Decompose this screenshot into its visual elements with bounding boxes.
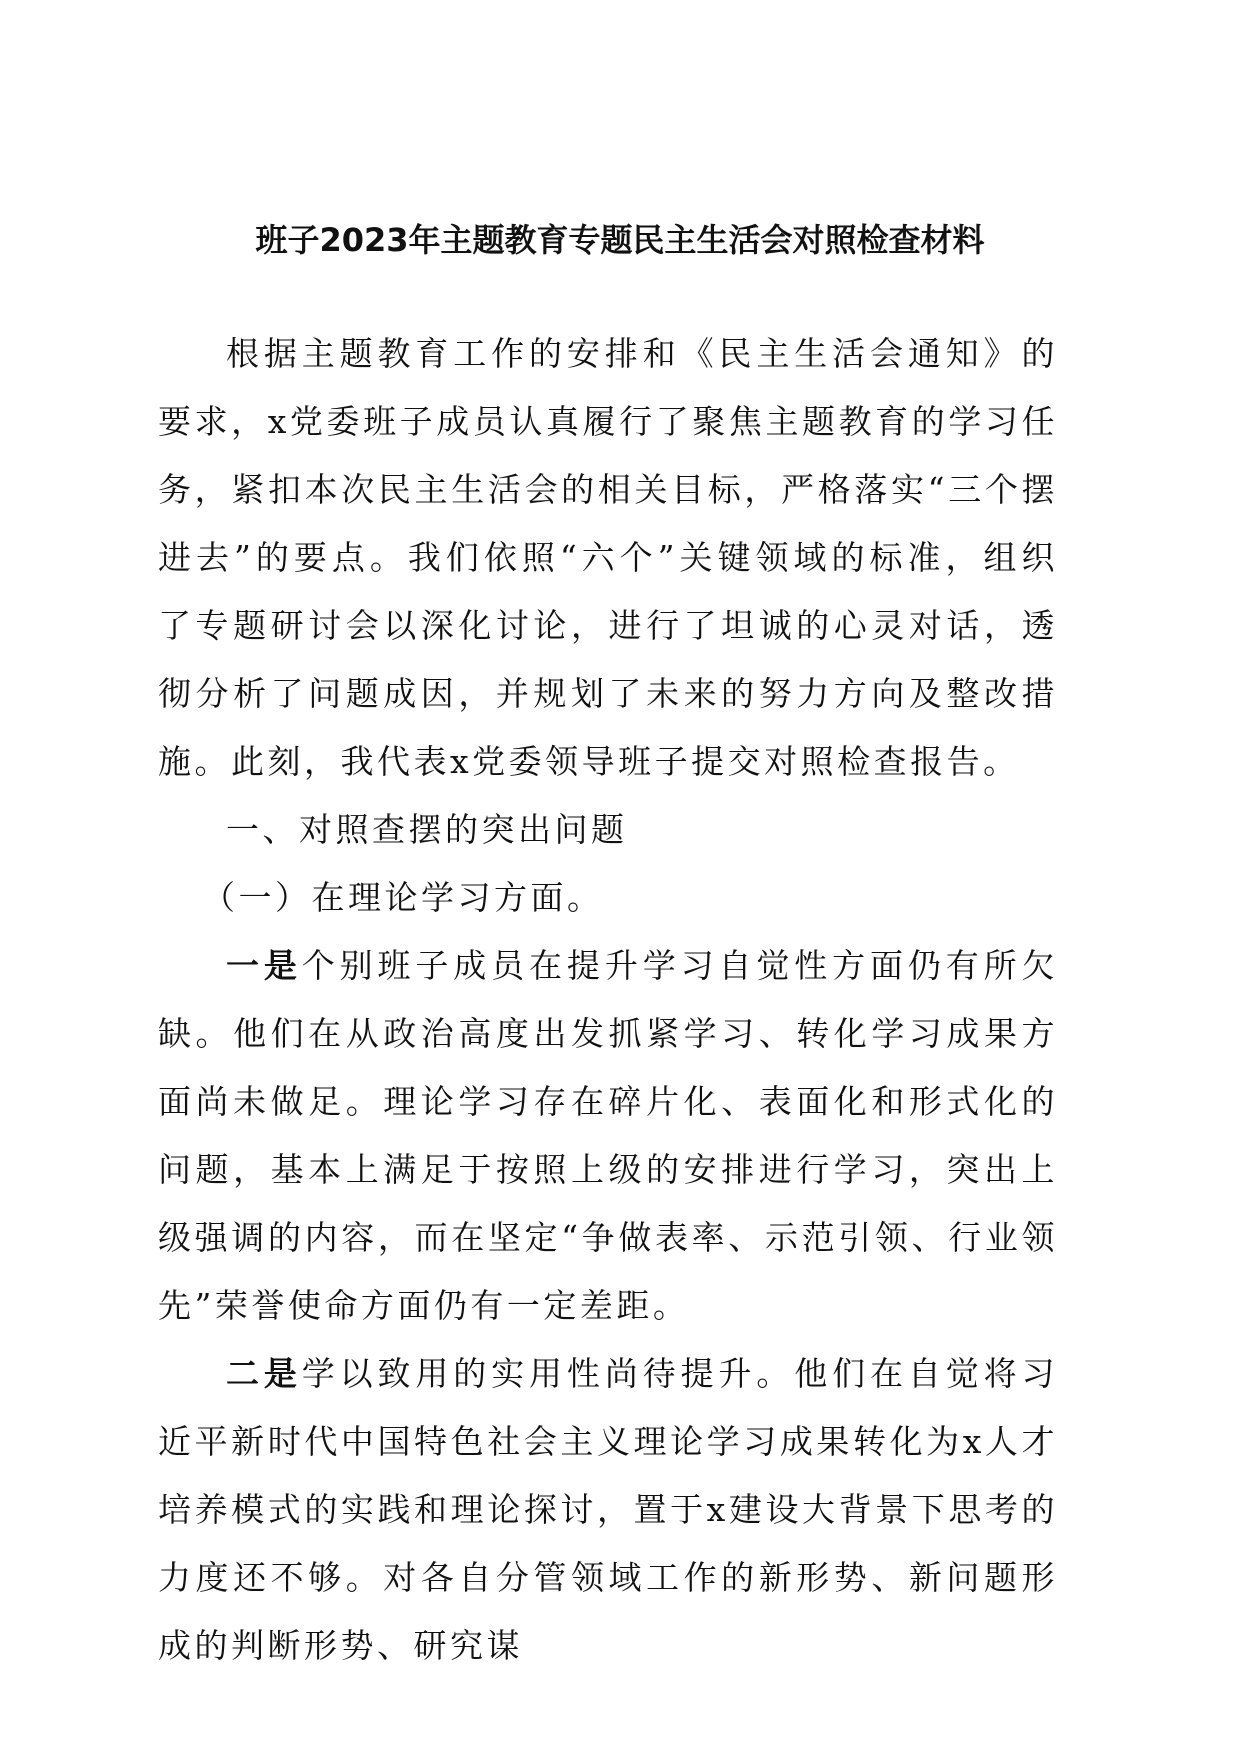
- document-title: 班子2023年主题教育专题民主生活会对照检查材料: [255, 221, 985, 259]
- point-paragraph-1: [158, 932, 1058, 1340]
- point-text-2: 学以致用的实用性尚待提升。他们在自觉将习近平新时代中国特色社会主义理论学习成果转化为x人才培养模式的实践和理论探讨，置于x建设大背景下思考的力度还不够。对各自分管领域工作的新形势、新问题形成的判断形势、研究谋: [158, 1354, 1059, 1665]
- point-text-1: 个别班子成员在提升学习自觉性方面仍有所欠缺。他们在从政治高度出发抓紧学习、转化学习成果方面尚未做足。理论学习存在碎片化、表面化和形式化的问题，基本上满足于按照上级的安排进行学习，突出上级强调的内容，而在坚定“争做表率、示范引领、行业领先”荣誉使命方面仍有一定差距。: [158, 946, 1059, 1325]
- document-body: [158, 320, 1058, 1680]
- point-lead-1: 一是: [226, 946, 302, 985]
- point-paragraph-2: [158, 1340, 1058, 1680]
- point-lead-2: 二是: [226, 1354, 302, 1393]
- subsection-heading: （一）在理论学习方面。: [202, 878, 604, 917]
- intro-paragraph: 根据主题教育工作的安排和《民主生活会通知》的要求，x党委班子成员认真履行了聚焦主题教育的学习任务，紧扣本次民主生活会的相关目标，严格落实“三个摆进去”的要点。我们依照“六个”关键领域的标准，组织了专题研讨会以深化讨论，进行了坦诚的心灵对话，透彻分析了问题成因，并规划了未来的努力方向及整改措施。此刻，我代表x党委领导班子提交对照检查报告。: [158, 334, 1058, 781]
- section-heading: 一、对照查摆的突出问题: [226, 810, 628, 849]
